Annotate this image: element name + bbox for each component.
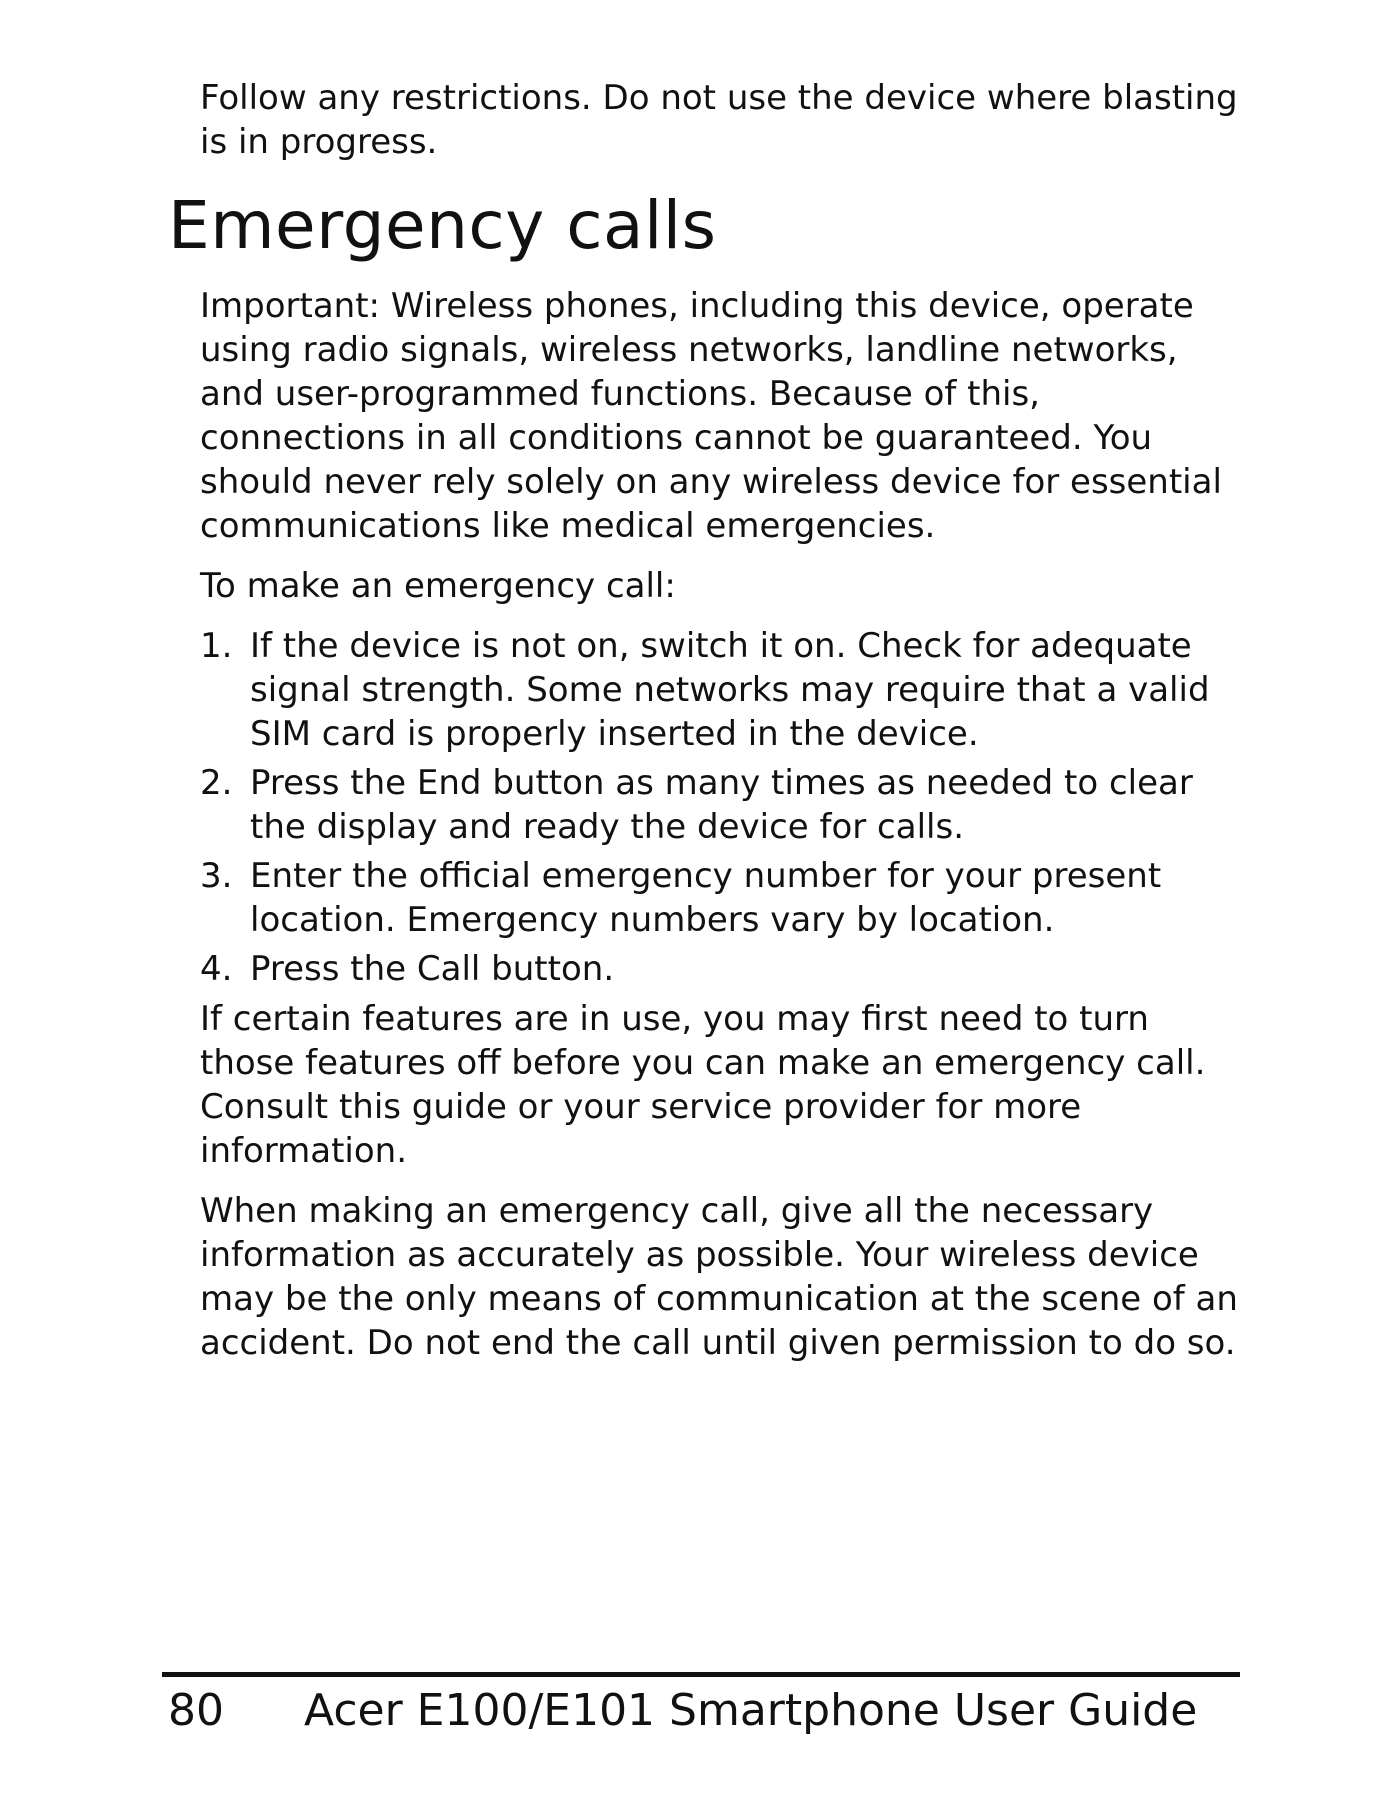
step-item bbox=[200, 624, 1240, 756]
step-item bbox=[200, 854, 1240, 942]
page-number: 80 bbox=[168, 1685, 224, 1736]
features-paragraph: If certain features are in use, you may first need to turn those features off before you can make an emergency call. Consult this guide or your service provider for more information. bbox=[200, 999, 1206, 1171]
section-title: Emergency calls bbox=[168, 187, 717, 264]
footer-rule bbox=[162, 1672, 1240, 1677]
step-item bbox=[200, 761, 1240, 849]
lead-in-paragraph: To make an emergency call: bbox=[200, 566, 676, 606]
step-text: If the device is not on, switch it on. Check for adequate signal strength. Some networks may require that a valid SIM card is properly inserted in the device. bbox=[250, 626, 1210, 754]
step-number: 3. bbox=[200, 856, 233, 896]
step-text: Press the End button as many times as needed to clear the display and ready the device for calls. bbox=[250, 763, 1193, 847]
step-number: 1. bbox=[200, 626, 233, 666]
section-body bbox=[200, 284, 1240, 1381]
step-number: 4. bbox=[200, 949, 233, 989]
important-paragraph: Important: Wireless phones, including this device, operate using radio signals, wireless networks, landline networks, and user-programmed functions. Because of this, connections in all conditions cannot be guaranteed. You should never rely solely on any wireless device for essential communications like medical emergencies. bbox=[200, 286, 1222, 546]
step-number: 2. bbox=[200, 763, 233, 803]
intro-paragraph: Follow any restrictions. Do not use the device where blasting is in progress. bbox=[200, 78, 1238, 162]
step-text: Enter the official emergency number for your present location. Emergency numbers vary by location. bbox=[250, 856, 1162, 940]
page-footer bbox=[168, 1684, 1197, 1738]
emergency-steps-list bbox=[200, 624, 1240, 991]
step-item bbox=[200, 947, 1240, 991]
guide-title: Acer E100/E101 Smartphone User Guide bbox=[304, 1685, 1198, 1736]
information-paragraph: When making an emergency call, give all the necessary information as accurately as possible. Your wireless device may be the only means of communication at the scene of an accident. Do not end the call until given permission to do so. bbox=[200, 1191, 1238, 1363]
step-text: Press the Call button. bbox=[250, 949, 615, 989]
